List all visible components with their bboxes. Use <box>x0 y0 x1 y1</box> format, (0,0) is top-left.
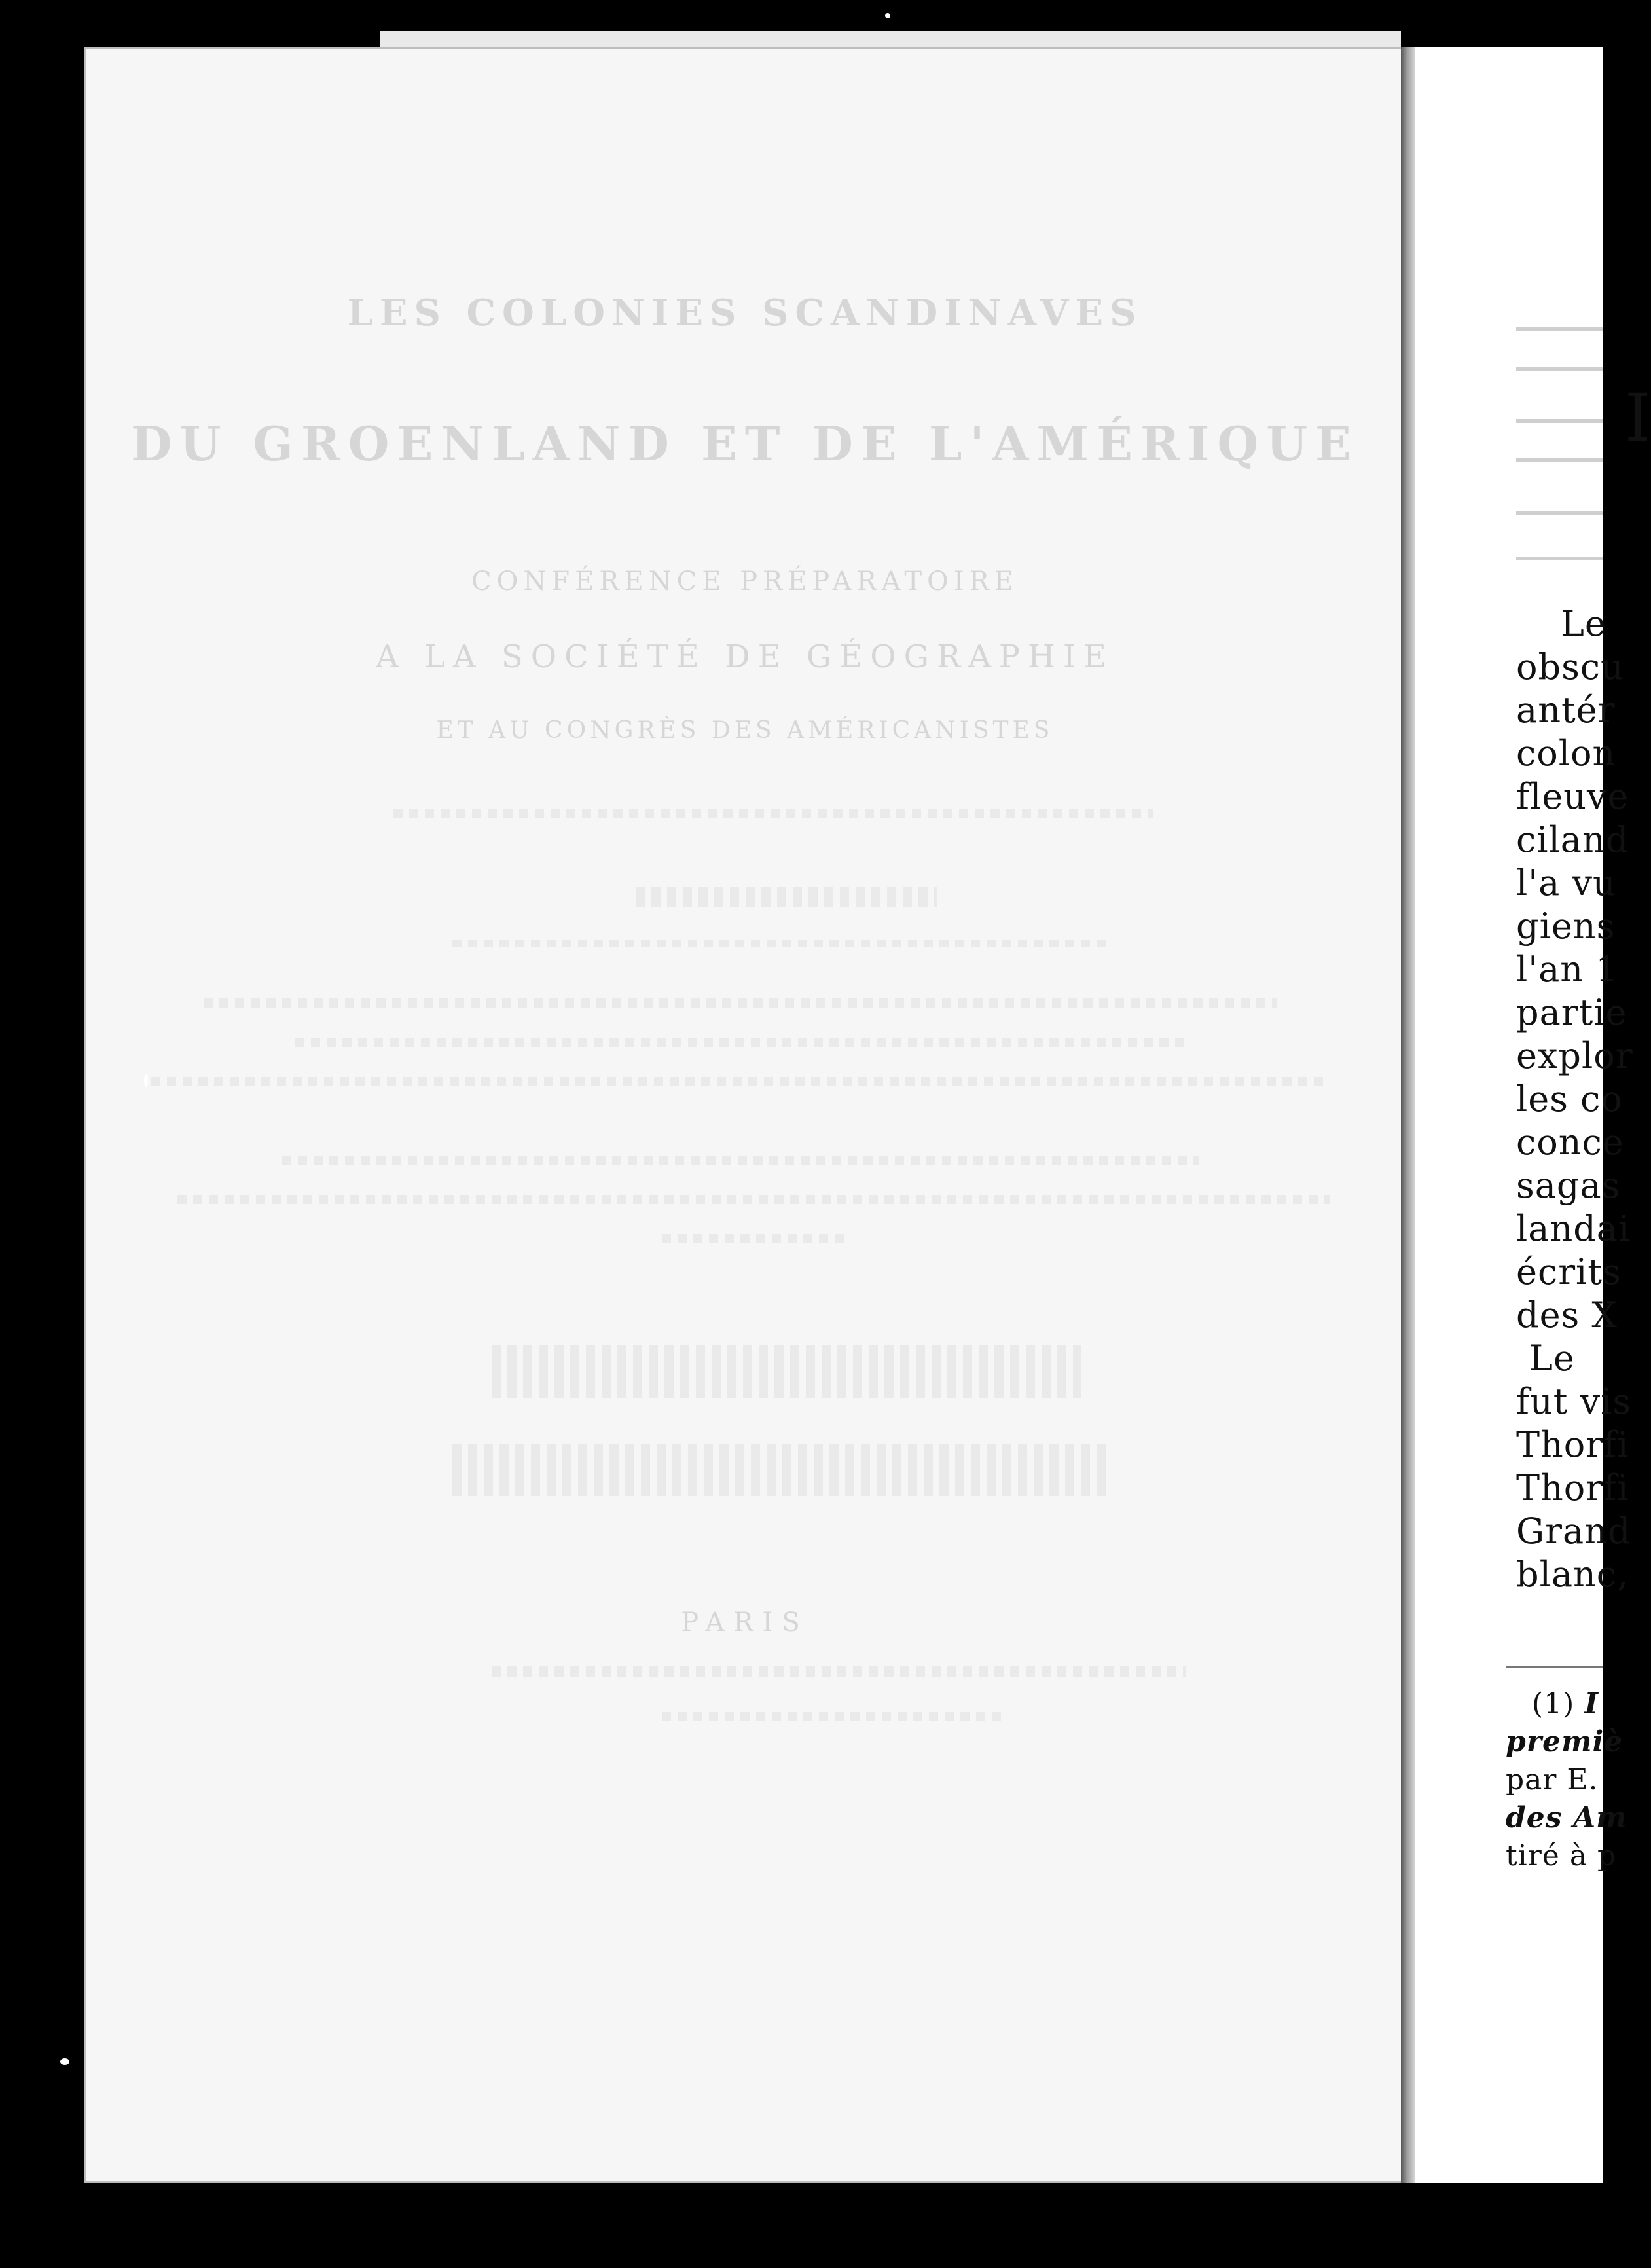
ghost-text-block <box>636 887 937 907</box>
text-line: blanc, <box>1516 1554 1629 1595</box>
ghost-title-line: ET AU CONGRÈS DES AMÉRICANISTES <box>436 717 1054 744</box>
faint-header-mark <box>1516 419 1603 423</box>
text-line: l'an 1 <box>1516 949 1619 990</box>
page-top-edge <box>380 31 1401 48</box>
footnote-line: premiè <box>1506 1725 1624 1759</box>
text-line: Thorfi <box>1516 1467 1629 1509</box>
text-line: Grand <box>1516 1510 1631 1552</box>
text-line: partie <box>1516 992 1627 1033</box>
ghost-text-block <box>295 1038 1186 1047</box>
ghost-text-block <box>662 1712 1002 1721</box>
ghost-text-block <box>177 1195 1330 1204</box>
text-line: les co <box>1516 1078 1623 1120</box>
footnote-line <box>1532 1685 1599 1723</box>
ghost-text-block <box>662 1234 845 1243</box>
text-line: l'a vu <box>1516 862 1616 904</box>
ghost-text-block <box>452 1444 1107 1496</box>
faint-header-mark <box>1516 327 1603 331</box>
footnote-italic: I <box>1584 1687 1599 1721</box>
ghost-title-line: LES COLONIES SCANDINAVES <box>347 291 1143 335</box>
text-line: Thorfi <box>1516 1424 1629 1465</box>
scan-speck <box>60 2058 69 2065</box>
left-page <box>84 47 1406 2183</box>
text-line: conce <box>1516 1122 1624 1163</box>
ghost-title-line: DU GROENLAND ET DE L'AMÉRIQUE <box>131 416 1359 471</box>
ghost-text-block <box>452 940 1107 947</box>
faint-header-mark <box>1516 367 1603 371</box>
footnote-line: par E. <box>1506 1763 1599 1797</box>
text-line: sagas <box>1516 1165 1621 1206</box>
text-line: giens <box>1516 905 1616 947</box>
text-line: colon <box>1516 733 1616 774</box>
ghost-title-line: PARIS <box>681 1607 809 1637</box>
text-line: explor <box>1516 1035 1633 1076</box>
text-line: landai <box>1516 1208 1631 1249</box>
text-line: antér <box>1516 689 1616 731</box>
text-line: écrits <box>1516 1251 1622 1292</box>
ghost-text-block <box>393 809 1153 818</box>
text-line: Le <box>1561 603 1606 644</box>
faint-header-mark <box>1516 557 1603 560</box>
ghost-text-block <box>151 1077 1330 1086</box>
faint-header-mark <box>1516 511 1603 515</box>
ghost-title-line: A LA SOCIÉTÉ DE GÉOGRAPHIE <box>376 638 1114 675</box>
ghost-text-block <box>492 1345 1081 1398</box>
text-line: des X <box>1516 1294 1618 1336</box>
footnote-rule <box>1506 1666 1603 1668</box>
text-line: fleuve <box>1516 776 1629 817</box>
scan-speck <box>885 13 890 18</box>
drop-cap: I <box>1625 380 1651 456</box>
text-line: Le <box>1529 1338 1575 1379</box>
book-gutter <box>1401 47 1415 2183</box>
ghost-text-block <box>282 1156 1199 1165</box>
scan-speck <box>144 1074 148 1087</box>
ghost-title-line: CONFÉRENCE PRÉPARATOIRE <box>471 566 1019 596</box>
footnote-number: (1) <box>1532 1687 1585 1721</box>
ghost-text-block <box>492 1666 1186 1677</box>
footnote-line: tiré à p <box>1506 1839 1617 1873</box>
text-line: ciland <box>1516 819 1629 860</box>
text-line: obscu <box>1516 646 1624 687</box>
faint-header-mark <box>1516 458 1603 462</box>
footnote-line: des Am <box>1506 1801 1627 1835</box>
ghost-text-block <box>204 998 1277 1008</box>
text-line: fut vis <box>1516 1381 1632 1422</box>
